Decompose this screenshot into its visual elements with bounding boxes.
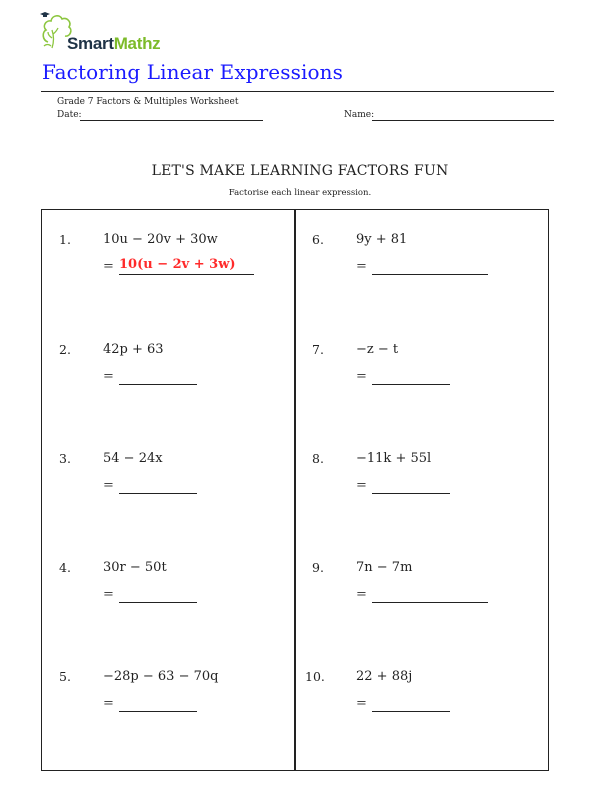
answer-field[interactable] (372, 602, 488, 603)
answer-field[interactable] (372, 274, 488, 275)
question-number: 6. (312, 232, 324, 247)
question-number: 9. (312, 560, 324, 575)
answer-field[interactable] (119, 602, 197, 603)
date-field[interactable] (80, 120, 263, 121)
question-8 (312, 451, 542, 501)
column-divider (294, 209, 296, 771)
equals-sign: = (356, 259, 367, 274)
question-expression: −28p − 63 − 70q (103, 669, 219, 684)
equals-sign: = (356, 369, 367, 384)
answer-field[interactable] (372, 711, 450, 712)
name-field[interactable] (372, 120, 554, 121)
equals-sign: = (103, 369, 114, 384)
equals-sign: = (103, 478, 114, 493)
equals-sign: = (103, 696, 114, 711)
question-expression: 42p + 63 (103, 342, 164, 357)
question-number: 1. (59, 232, 71, 247)
answer-field[interactable] (372, 493, 450, 494)
question-6 (312, 232, 542, 282)
question-3 (59, 451, 289, 501)
question-expression: −11k + 55l (356, 451, 432, 466)
worksheet-heading: LET'S MAKE LEARNING FACTORS FUN (151, 163, 449, 179)
question-number: 7. (312, 342, 324, 357)
answer-field[interactable] (119, 711, 197, 712)
question-7 (312, 342, 542, 392)
question-expression: 9y + 81 (356, 232, 408, 247)
title-rule (41, 91, 554, 92)
question-number: 10. (305, 669, 325, 684)
question-expression: 7n − 7m (356, 560, 413, 575)
worksheet-subtitle: Grade 7 Factors & Multiples Worksheet (57, 97, 239, 107)
question-number: 8. (312, 451, 324, 466)
smartmathz-logo (40, 12, 180, 54)
brand-name: SmartMathz (67, 34, 161, 53)
question-expression: 10u − 20v + 30w (103, 232, 218, 247)
question-expression: 30r − 50t (103, 560, 167, 575)
equals-sign: = (103, 259, 114, 274)
question-expression: −z − t (356, 342, 399, 357)
answer-field[interactable] (119, 384, 197, 385)
answer-field[interactable] (119, 274, 254, 275)
question-number: 4. (59, 560, 71, 575)
answer-field[interactable] (119, 493, 197, 494)
worksheet-title: Factoring Linear Expressions (42, 60, 343, 84)
answer-field[interactable] (372, 384, 450, 385)
equals-sign: = (356, 478, 367, 493)
question-number: 5. (59, 669, 71, 684)
instruction-text: Factorise each linear expression. (228, 188, 372, 198)
question-number: 2. (59, 342, 71, 357)
question-expression: 22 + 88j (356, 669, 413, 684)
question-expression: 54 − 24x (103, 451, 163, 466)
equals-sign: = (356, 696, 367, 711)
question-10 (305, 669, 541, 719)
question-2 (59, 342, 289, 392)
question-number: 3. (59, 451, 71, 466)
question-1 (59, 232, 289, 282)
date-label: Date: (57, 110, 82, 120)
question-4 (59, 560, 289, 610)
equals-sign: = (103, 587, 114, 602)
question-5 (59, 669, 289, 719)
graduation-cap-icon (40, 12, 50, 18)
question-9 (312, 560, 542, 610)
answer-text: 10(u − 2v + 3w) (119, 257, 236, 272)
name-label: Name: (344, 110, 375, 120)
equals-sign: = (356, 587, 367, 602)
